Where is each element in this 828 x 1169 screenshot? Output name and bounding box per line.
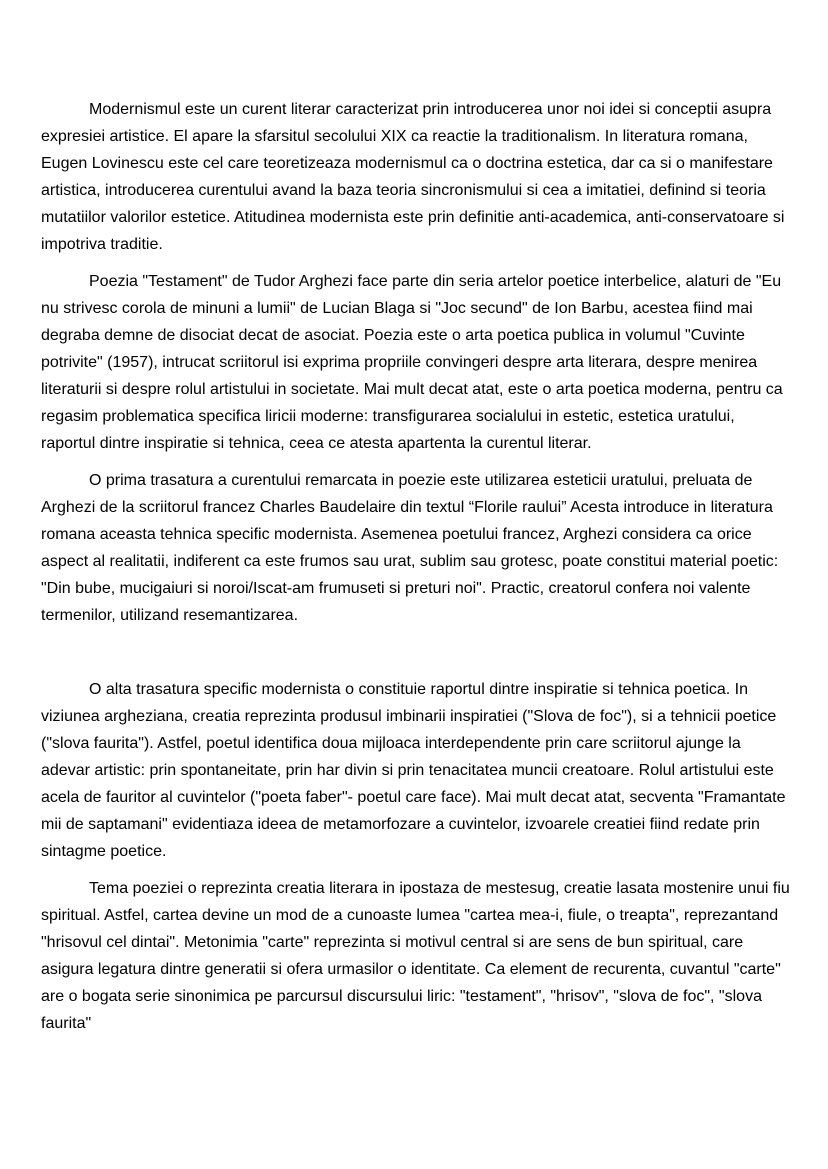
paragraph-testament-arta-poetica: Poezia "Testament" de Tudor Arghezi face parte din seria artelor poetice interbelice, alaturi de "Eu nu strivesc corola de minuni a lumii" de Lucian Blaga si "Joc secund" de Ion Barbu, acestea fiind mai degraba demne de disociat decat de asociat. Poezia este o arta poetica publica in volumul "Cuvinte potrivite" (1957), intrucat scriitorul isi exprima propriile convingeri despre arta literara, despre menirea literaturii si despre rolul artistului in societate. Mai mult decat atat, este o arta poetica moderna, pentru ca regasim problematica specifica liricii moderne: transfigurarea socialului in estetic, estetica uratului, raportul dintre inspiratie si tehnica, ceea ce atesta apartenta la curentul literar. [41, 273, 788, 452]
paragraph-tema-poeziei: Tema poeziei o reprezinta creatia literara in ipostaza de mestesug, creatie lasata mostenire unui fiu spiritual. Astfel, cartea devine un mod de a cunoaste lumea "cartea mea-i, fiule, o treapta", reprezantand "hrisovul cel dintai". Metonimia "carte" reprezinta si motivul central si are sens de bun spiritual, care asigura legatura dintre generatii si ofera urmasilor o identitate. Ca element de recurenta, cuvantul "carte" are o bogata serie sinonimica pe parcursul discursului liric: "testament", "hrisov", "slova de foc", "slova faurita" [41, 880, 795, 1032]
paragraph-inspiratie-si-tehnica: O alta trasatura specific modernista o constituie raportul dintre inspiratie si tehnica poetica. In viziunea argheziana, creatia reprezinta produsul imbinarii inspiratiei ("Slova de foc"), si a tehnicii poetice ("slova faurita"). Astfel, poetul identifica doua mijloaca interdependente prin care scriitorul ajunge la adevar artistic: prin spontaneitate, prin har divin si prin tenacitatea muncii creatoare. Rolul artistului este acela de fauritor al cuvintelor ("poeta faber"- poetul care face). Mai mult decat atat, secventa "Framantate mii de saptamani" evidentiaza ideea de metamorfozare a cuvintelor, izvoarele creatiei fiind redate prin sintagme poetice. [41, 681, 790, 860]
paragraph-estetica-uratului: O prima trasatura a curentului remarcata in poezie este utilizarea esteticii uratului, preluata de Arghezi de la scriitorul francez Charles Baudelaire din textul “Florile raului” Acesta introduce in literatura romana aceasta tehnica specific modernista. Asemenea poetului francez, Arghezi considera ca orice aspect al realitatii, indiferent ca este frumos sau urat, sublim sau grotesc, poate constitui material poetic: "Din bube, mucigaiuri si noroi/Iscat-am frumuseti si preturi noi". Practic, creatorul confera noi valente termenilor, utilizand resemantizarea. [41, 472, 783, 624]
paragraph-spacer [41, 639, 791, 666]
paragraph-modernism-definition: Modernismul este un curent literar caracterizat prin introducerea unor noi idei si conceptii asupra expresiei artistice. El apare la sfarsitul secolului XIX ca reactie la traditionalism. In literatura romana, Eugen Lovinescu este cel care teoretizeaza modernismul ca o doctrina estetica, dar ca si o manifestare artistica, introducerea curentului avand la baza teoria sincronismului si cea a imitatiei, definind si teoria mutatiilor valorilor estetice. Atitudinea modernista este prin definitie anti-academica, anti-conservatoare si impotriva traditie. [41, 101, 789, 253]
